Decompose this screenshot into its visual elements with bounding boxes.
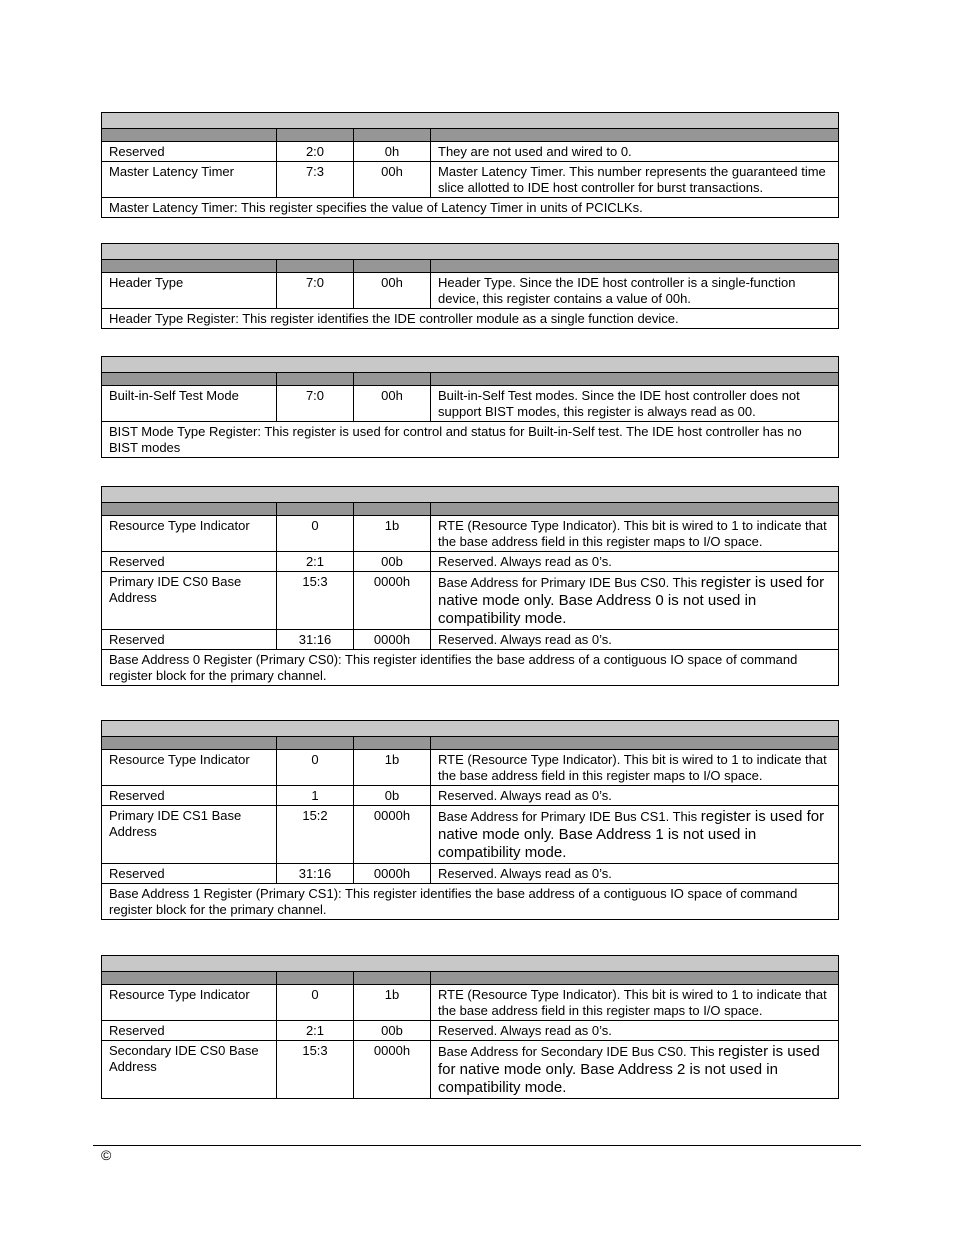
- table-title-bar: [102, 113, 839, 129]
- description: [431, 1041, 839, 1099]
- default-value: 00b: [354, 1021, 431, 1041]
- default-value: 0000h: [354, 806, 431, 864]
- default-value: 0000h: [354, 864, 431, 884]
- table-note-row: [102, 198, 839, 218]
- table-row: [102, 864, 839, 884]
- table-note: Base Address 0 Register (Primary CS0): This register identifies the base address of a contiguous IO space of command register block for the primary channel.: [102, 650, 839, 686]
- table-header-row: [102, 129, 839, 142]
- table-note-row: [102, 422, 839, 458]
- field-name: Header Type: [102, 273, 277, 309]
- default-value: 00b: [354, 552, 431, 572]
- table-note-row: [102, 650, 839, 686]
- copyright-symbol: ©: [101, 1147, 112, 1163]
- table-row: [102, 806, 839, 864]
- table-row: [102, 1041, 839, 1099]
- bits: 7:3: [277, 162, 354, 198]
- description-part: Base Address for Secondary IDE Bus CS0. This: [438, 1044, 719, 1059]
- table-header-row: [102, 260, 839, 273]
- default-value: 1b: [354, 750, 431, 786]
- default-value: 00h: [354, 273, 431, 309]
- description-part: Base Address for Primary IDE Bus CS1. This: [438, 809, 701, 824]
- description: Reserved. Always read as 0’s.: [431, 786, 839, 806]
- base-address-2-register-table: [101, 955, 839, 1099]
- bits: 15:2: [277, 806, 354, 864]
- field-name: Resource Type Indicator: [102, 985, 277, 1021]
- description-part: Base Address for Primary IDE Bus CS0. This: [438, 575, 701, 590]
- footer-divider: [93, 1145, 861, 1146]
- default-value: 0h: [354, 142, 431, 162]
- bits: 31:16: [277, 630, 354, 650]
- default-value: 0b: [354, 786, 431, 806]
- bits: 0: [277, 750, 354, 786]
- bits: 0: [277, 516, 354, 552]
- table-note-row: [102, 309, 839, 329]
- bits: 7:0: [277, 273, 354, 309]
- description-part: register is used for native mode only. Base Address 1 is not used in compatibility mode.: [438, 808, 825, 861]
- field-name: Reserved: [102, 552, 277, 572]
- field-name: Reserved: [102, 142, 277, 162]
- table-row: [102, 985, 839, 1021]
- field-name: Primary IDE CS1 Base Address: [102, 806, 277, 864]
- table-title-bar: [102, 357, 839, 373]
- description: They are not used and wired to 0.: [431, 142, 839, 162]
- field-name: Resource Type Indicator: [102, 516, 277, 552]
- default-value: 1b: [354, 985, 431, 1021]
- table-row: [102, 572, 839, 630]
- base-address-0-register-table: [101, 486, 839, 686]
- table-note: Header Type Register: This register identifies the IDE controller module as a single function device.: [102, 309, 839, 329]
- table-title-bar: [102, 487, 839, 503]
- bits: 31:16: [277, 864, 354, 884]
- description: Reserved. Always read as 0’s.: [431, 1021, 839, 1041]
- table-row: [102, 516, 839, 552]
- description: RTE (Resource Type Indicator). This bit is wired to 1 to indicate that the base address field in this register maps to I/O space.: [431, 985, 839, 1021]
- default-value: 00h: [354, 162, 431, 198]
- description: Built-in-Self Test modes. Since the IDE host controller does not support BIST modes, this register is always read as 00.: [431, 386, 839, 422]
- field-name: Reserved: [102, 1021, 277, 1041]
- table-row: [102, 162, 839, 198]
- description: Reserved. Always read as 0’s.: [431, 630, 839, 650]
- description: Reserved. Always read as 0’s.: [431, 864, 839, 884]
- default-value: 0000h: [354, 1041, 431, 1099]
- description-part: register is used for native mode only. Base Address 0 is not used in compatibility mode.: [438, 574, 825, 627]
- table-header-row: [102, 737, 839, 750]
- table-title-bar: [102, 956, 839, 972]
- description: [431, 572, 839, 630]
- header-type-register-table: [101, 243, 839, 329]
- field-name: Built-in-Self Test Mode: [102, 386, 277, 422]
- table-header-row: [102, 373, 839, 386]
- table-row: [102, 552, 839, 572]
- table-note: Base Address 1 Register (Primary CS1): This register identifies the base address of a contiguous IO space of command register block for the primary channel.: [102, 884, 839, 920]
- bits: 2:0: [277, 142, 354, 162]
- table-note: Master Latency Timer: This register specifies the value of Latency Timer in units of PCICLKs.: [102, 198, 839, 218]
- table-row: [102, 1021, 839, 1041]
- table-row: [102, 786, 839, 806]
- base-address-1-register-table: [101, 720, 839, 920]
- bits: 1: [277, 786, 354, 806]
- default-value: 1b: [354, 516, 431, 552]
- field-name: Master Latency Timer: [102, 162, 277, 198]
- default-value: 0000h: [354, 572, 431, 630]
- description-part: register is used for native mode only. Base Address 2 is not used in compatibility mode.: [438, 1043, 820, 1096]
- bits: 15:3: [277, 572, 354, 630]
- table-title-bar: [102, 244, 839, 260]
- field-name: Reserved: [102, 786, 277, 806]
- table-header-row: [102, 503, 839, 516]
- bits: 15:3: [277, 1041, 354, 1099]
- table-header-row: [102, 972, 839, 985]
- description: [431, 806, 839, 864]
- table-row: [102, 273, 839, 309]
- table-row: [102, 630, 839, 650]
- bits: 7:0: [277, 386, 354, 422]
- master-latency-register-table: [101, 112, 839, 218]
- table-title-bar: [102, 721, 839, 737]
- default-value: 0000h: [354, 630, 431, 650]
- description: RTE (Resource Type Indicator). This bit is wired to 1 to indicate that the base address field in this register maps to I/O space.: [431, 750, 839, 786]
- table-row: [102, 386, 839, 422]
- bits: 0: [277, 985, 354, 1021]
- table-row: [102, 142, 839, 162]
- bits: 2:1: [277, 552, 354, 572]
- bist-register-table: [101, 356, 839, 458]
- bits: 2:1: [277, 1021, 354, 1041]
- default-value: 00h: [354, 386, 431, 422]
- field-name: Reserved: [102, 864, 277, 884]
- table-note-row: [102, 884, 839, 920]
- description: Master Latency Timer. This number represents the guaranteed time slice allotted to IDE host controller for burst transactions.: [431, 162, 839, 198]
- field-name: Secondary IDE CS0 Base Address: [102, 1041, 277, 1099]
- field-name: Resource Type Indicator: [102, 750, 277, 786]
- field-name: Primary IDE CS0 Base Address: [102, 572, 277, 630]
- table-row: [102, 750, 839, 786]
- description: RTE (Resource Type Indicator). This bit is wired to 1 to indicate that the base address field in this register maps to I/O space.: [431, 516, 839, 552]
- description: Reserved. Always read as 0’s.: [431, 552, 839, 572]
- table-note: BIST Mode Type Register: This register is used for control and status for Built-in-Self test. The IDE host controller has no BIST modes: [102, 422, 839, 458]
- description: Header Type. Since the IDE host controller is a single-function device, this register contains a value of 00h.: [431, 273, 839, 309]
- field-name: Reserved: [102, 630, 277, 650]
